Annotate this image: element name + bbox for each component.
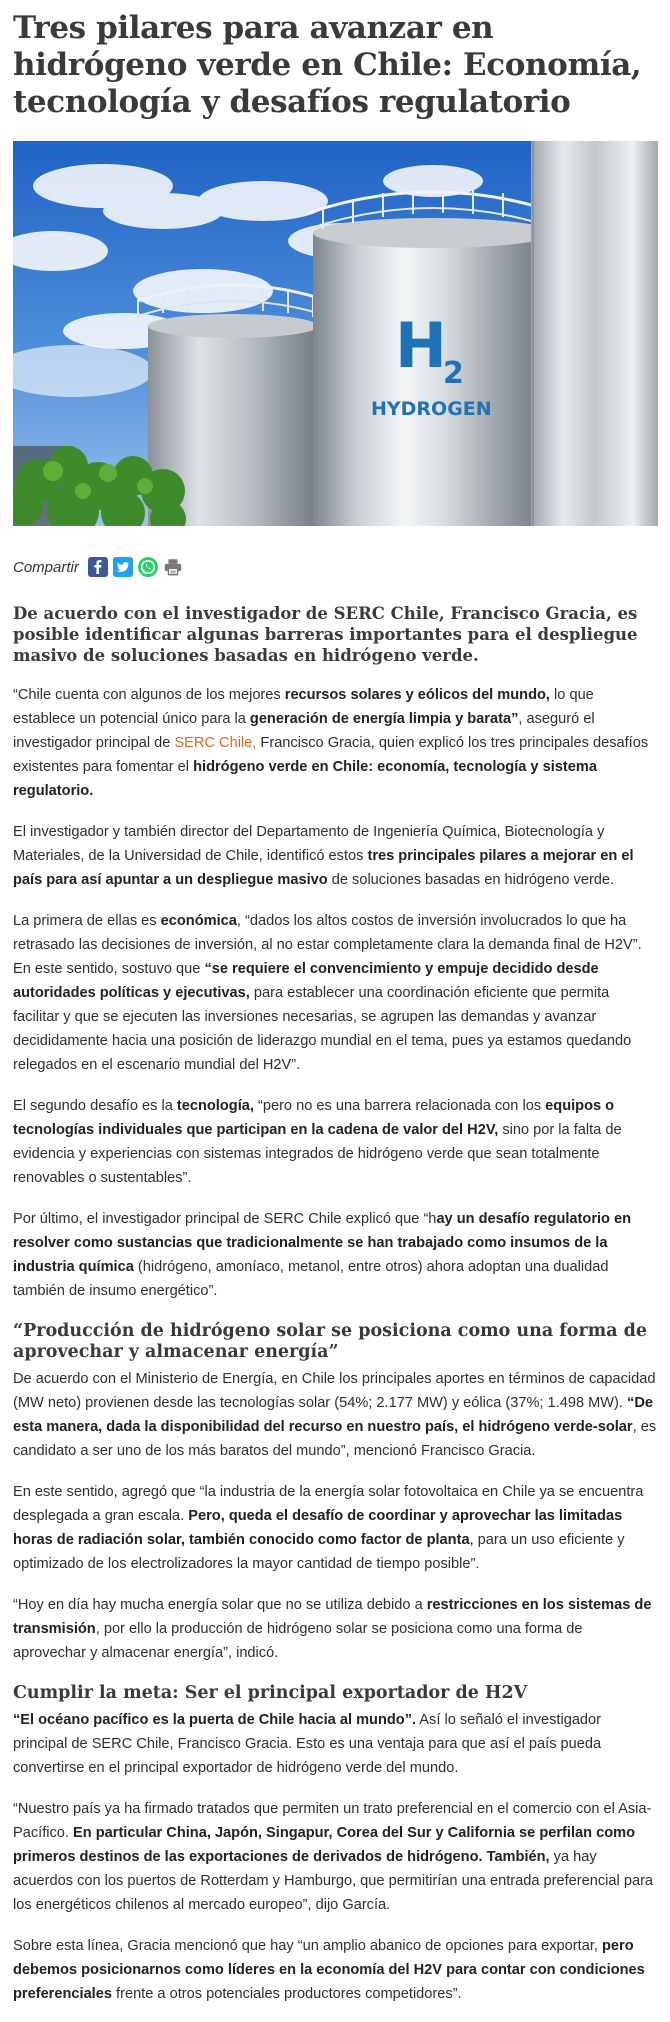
paragraph-3: La primera de ellas es económica, “dados los altos costos de inversión involucrados lo que ha retrasado las decisiones de inversión, al no estar completamente clara la demanda final de H2V”. En este sentido, sostuvo que “se requiere el convencimiento y empuje decidido desde autoridades políticas y ejecutivas, para establecer una coordinación eficiente que permita facilitar y que se ejecuten las inversiones necesarias, se agrupen las demandas y avanzar decididamente hacia una posición de liderazgo mundial en el tema, pues ya estamos quedando relegados en el escenario mundial del H2V”. (13, 913, 642, 1073)
serc-chile-link[interactable]: SERC Chile, (174, 735, 257, 751)
hero-image (13, 141, 658, 526)
paragraph-10: “Nuestro país ya ha firmado tratados que permiten un trato preferencial en el comercio con el Asia-Pacífico. En particular China, Japón, Singapur, Corea del Sur y California se perfilan como primeros destinos de las exportaciones de derivados de hidrógeno. También, ya hay acuerdos con los puertos de Rotterdam y Hamburgo, que permitirían una entrada preferencial para los energéticos chilenos al mercado europeo”, dijo García. (13, 1801, 654, 1913)
facebook-icon[interactable] (88, 557, 108, 577)
article-title: Tres pilares para avanzar en hidrógeno verde en Chile: Economía, tecnología y desafíos regulatorio (13, 10, 642, 120)
tank-formula-text: H (395, 309, 447, 382)
tank-word-text: HYDROGEN (371, 398, 492, 420)
share-bar (13, 554, 658, 580)
paragraph-8: “Hoy en día hay mucha energía solar que no se utiliza debido a restricciones en los sistemas de transmisión, por ello la producción de hidrógeno solar se posiciona como una forma de aprovechar y almacenar energía”, indicó. (13, 1597, 652, 1661)
article-lead: De acuerdo con el investigador de SERC Chile, Francisco Gracia, es posible identificar algunas barreras importantes para el despliegue masivo de soluciones basadas en hidrógeno verde. (13, 604, 638, 665)
paragraph-2: El investigador y también director del Departamento de Ingeniería Química, Biotecnología y Materiales, de la Universidad de Chile, identificó estos tres principales pilares a mejorar en el país para así apuntar a un despliegue masivo de soluciones basadas en hidrógeno verde. (13, 824, 634, 888)
paragraph-6: De acuerdo con el Ministerio de Energía, en Chile los principales aportes en términos de capacidad (MW neto) provienen desde las tecnologías solar (54%; 2.177 MW) y eólica (37%; 1.498 MW). “De esta manera, dada la disponibilidad del recurso en nuestro país, el hidrógeno verde-solar, es candidato a ser uno de los más baratos del mundo”, mencionó Francisco Gracia. (13, 1371, 657, 1459)
subheading-solar: “Producción de hidrógeno solar se posiciona como una forma de aprovechar y almacenar energía” (13, 1321, 648, 1362)
subheading-exporter: Cumplir la meta: Ser el principal exportador de H2V (13, 1683, 528, 1703)
paragraph-4: El segundo desafío es la tecnología, “pero no es una barrera relacionada con los equipos o tecnologías individuales que participan en la cadena de valor del H2V, sino por la falta de evidencia y experiencias con sistemas integrados de hidrógeno verde que sean totalmente renovables o sustentables”. (13, 1098, 622, 1186)
whatsapp-icon[interactable] (138, 557, 158, 577)
print-icon[interactable] (163, 557, 183, 577)
paragraph-7: En este sentido, agregó que “la industria de la energía solar fotovoltaica en Chile ya se encuentra desplegada a gran escala. Pero, queda el desafío de coordinar y aprovechar las limitadas horas de radiación solar, también conocido como factor de planta, para un uso eficiente y optimizado de los electrolizadores la mayor cantidad de tiempo posible”. (13, 1484, 644, 1572)
paragraph-1: “Chile cuenta con algunos de los mejores recursos solares y eólicos del mundo, lo que establece un potencial único para la generación de energía limpia y barata”, aseguró el investigador principal de SERC Chile, Francisco Gracia, quien explicó los tres principales desafíos existentes para fomentar el hidrógeno verde en Chile: economía, tecnología y sistema regulatorio. (13, 687, 649, 799)
tank-subscript-text: 2 (443, 356, 464, 391)
twitter-icon[interactable] (113, 557, 133, 577)
paragraph-11: Sobre esta línea, Gracia mencionó que hay “un amplio abanico de opciones para exportar, pero debemos posicionarnos como líderes en la economía del H2V para contar con condiciones preferenciales frente a otros potenciales productores competidores”. (13, 1938, 645, 2002)
share-label: Compartir (13, 558, 79, 576)
paragraph-9: “El océano pacífico es la puerta de Chile hacia al mundo”. Así lo señaló el investigador principal de SERC Chile, Francisco Gracia. Esto es una ventaja para que así el país pueda convertirse en el principal exportador de hidrógeno verde del mundo. (13, 1712, 602, 1776)
paragraph-5: Por último, el investigador principal de SERC Chile explicó que “hay un desafío regulatorio en resolver como sustancias que tradicionalmente se han trabajado como insumos de la industria química (hidrógeno, amoníaco, metanol, entre otros) ahora adoptan una dualidad también de insumo energético”. (13, 1211, 632, 1299)
